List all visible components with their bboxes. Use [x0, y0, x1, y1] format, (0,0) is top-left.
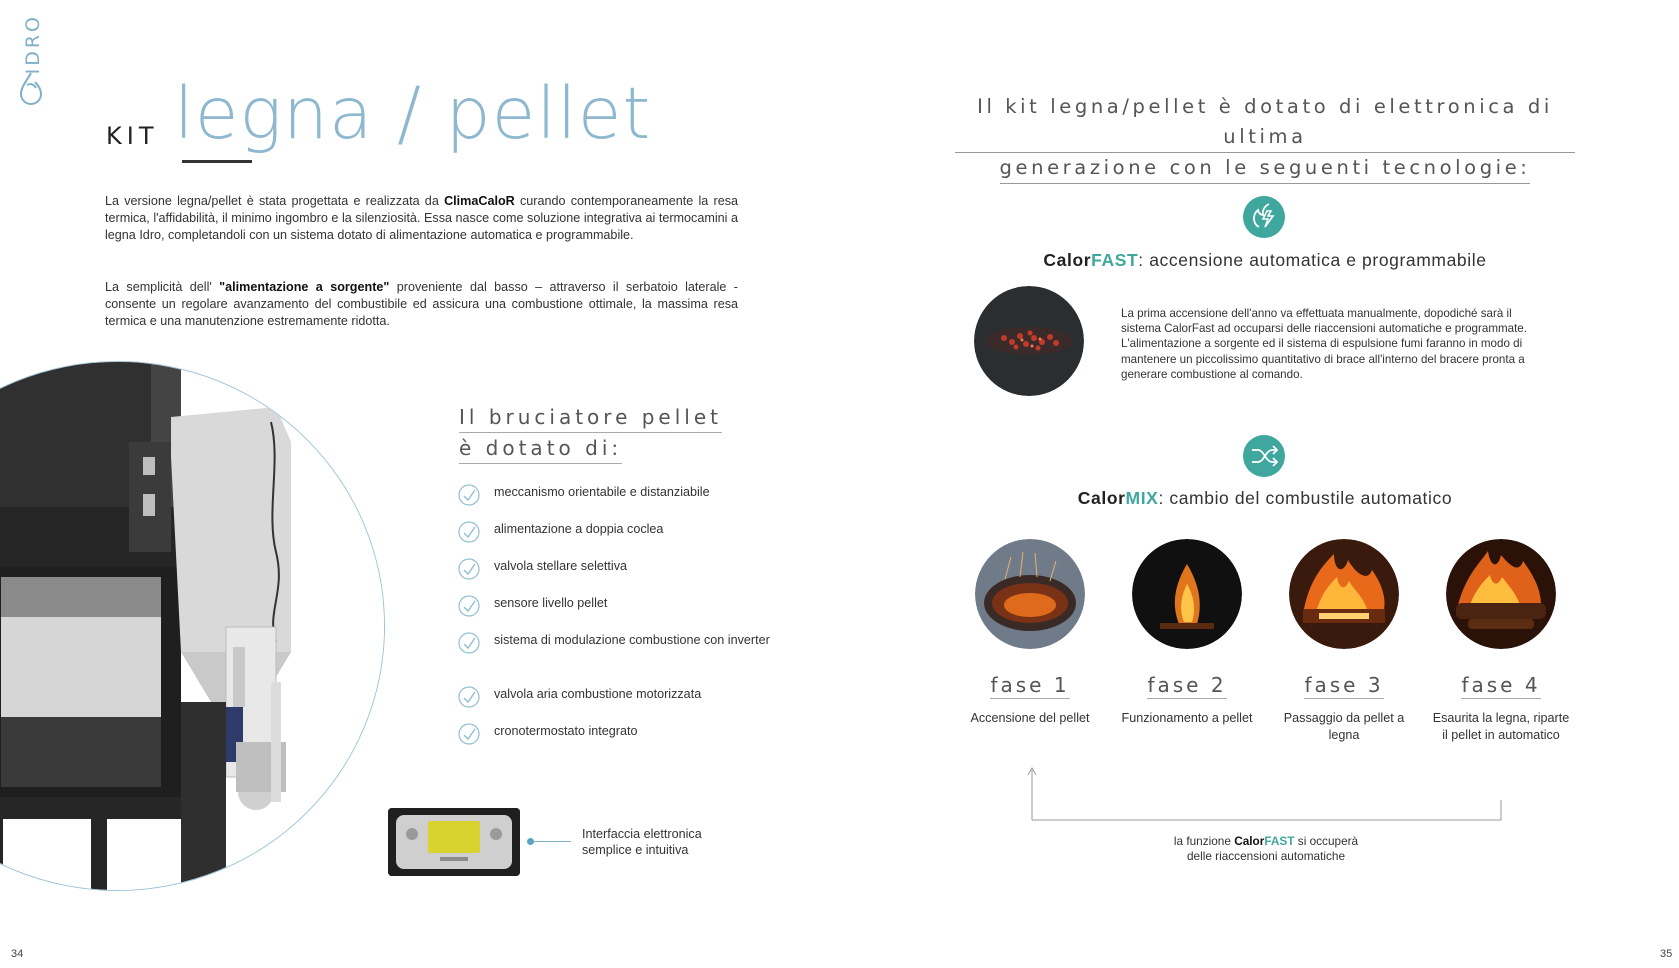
phase-3	[1274, 539, 1414, 744]
phase-2	[1117, 539, 1257, 727]
highlight-text: "alimentazione a sorgente"	[219, 280, 390, 294]
title-underline	[182, 160, 252, 163]
embers-photo	[974, 286, 1084, 396]
check-icon	[458, 723, 480, 745]
brand-name: ClimaCaloR	[444, 194, 515, 208]
list-item: valvola aria combustione motorizzata	[458, 686, 770, 708]
tech-heading-line-2: generazione con le seguenti tecnologie:	[1000, 153, 1531, 184]
check-icon	[458, 484, 480, 506]
list-item: valvola stellare selettiva	[458, 558, 770, 580]
phase-4-name: fase 4	[1461, 673, 1541, 697]
section-tab	[14, 14, 54, 106]
phase-2-name: fase 2	[1147, 673, 1227, 697]
cycle-arrow	[1020, 764, 1510, 824]
page-number-left: 34	[11, 948, 24, 960]
phase-1	[960, 539, 1100, 727]
list-item: sensore livello pellet	[458, 595, 770, 617]
list-item: cronotermostato integrato	[458, 723, 770, 745]
page-title: legna / pellet	[174, 72, 652, 155]
callout-dot	[527, 838, 534, 845]
control-display-photo	[388, 808, 520, 876]
check-icon	[458, 521, 480, 543]
phase-3-description: Passaggio da pellet a legna	[1283, 711, 1405, 742]
shuffle-icon	[1243, 435, 1285, 477]
product-photo	[0, 361, 385, 891]
callout-line	[531, 841, 571, 842]
list-item: sistema di modulazione combustione con inverter	[458, 632, 770, 654]
burner-heading-line-2: è dotato di:	[459, 433, 622, 464]
list-item: meccanismo orientabile e distanziabile	[458, 484, 770, 506]
phase-4-description: Esaurita la legna, riparte il pellet in automatico	[1432, 711, 1570, 742]
phase-2-description: Funzionamento a pellet	[1121, 711, 1253, 725]
burner-heading-line-1: Il bruciatore pellet	[459, 402, 722, 433]
phase-1-description: Accensione del pellet	[970, 711, 1090, 725]
cycle-note: la funzione CalorFAST si occuperà delle riaccensioni automatiche	[1173, 834, 1359, 863]
intro-paragraph-2: La semplicità dell' "alimentazione a sorgente" proveniente dal basso – attraverso il serbatoio laterale - consente un regolare avanzamento del combustibile ed assicura una combustione ottimale, la massima resa termica e una manutenzione estremamente ridotta.	[105, 280, 738, 329]
phase-4	[1431, 539, 1571, 744]
tech-heading	[955, 92, 1575, 184]
check-icon	[458, 632, 480, 654]
phase-1-photo	[975, 539, 1085, 649]
check-icon	[458, 686, 480, 708]
lightning-icon	[1243, 196, 1285, 238]
tech-heading-line-1: Il kit legna/pellet è dotato di elettronica di ultima	[955, 92, 1575, 153]
phase-3-name: fase 3	[1304, 673, 1384, 697]
calorfast-description: La prima accensione dell'anno va effettuata manualmente, dopodiché sarà il sistema CalorFast ad occuparsi delle riaccensioni automatiche e programmate. L'alimentazione a sorgente ed il sistema di espulsione fumi faranno in modo di mantenere un piccolissimo quantitativo di brace all'interno del bracere pronta a generare combustione al comando.	[1121, 307, 1527, 381]
check-icon	[458, 595, 480, 617]
list-item: alimentazione a doppia coclea	[458, 521, 770, 543]
check-icon	[458, 558, 480, 580]
phase-3-photo	[1289, 539, 1399, 649]
section-tab-label: IDRO	[22, 14, 44, 75]
phase-1-name: fase 1	[990, 673, 1070, 697]
calormix-title: CalorMIX: cambio del combustile automatico	[1077, 488, 1453, 508]
water-drop-icon	[18, 70, 44, 106]
title-prefix: KIT	[106, 122, 159, 150]
burner-heading	[459, 402, 722, 464]
display-caption: Interfaccia elettronica semplice e intuitiva	[582, 827, 702, 857]
intro-paragraph-1: La versione legna/pellet è stata progettata e realizzata da ClimaCaloR curando contemporaneamente la resa termica, l'affidabilità, il minimo ingombro e la silenziosità. Essa nasce come soluzione integrativa ai termocamini a legna Idro, completandoli con un sistema dotato di alimentazione automatica e programmabile.	[105, 194, 739, 243]
calorfast-title: CalorFAST: accensione automatica e programmabile	[1043, 250, 1487, 270]
phase-2-photo	[1132, 539, 1242, 649]
phase-4-photo	[1446, 539, 1556, 649]
page-number-right: 35	[1660, 948, 1673, 960]
